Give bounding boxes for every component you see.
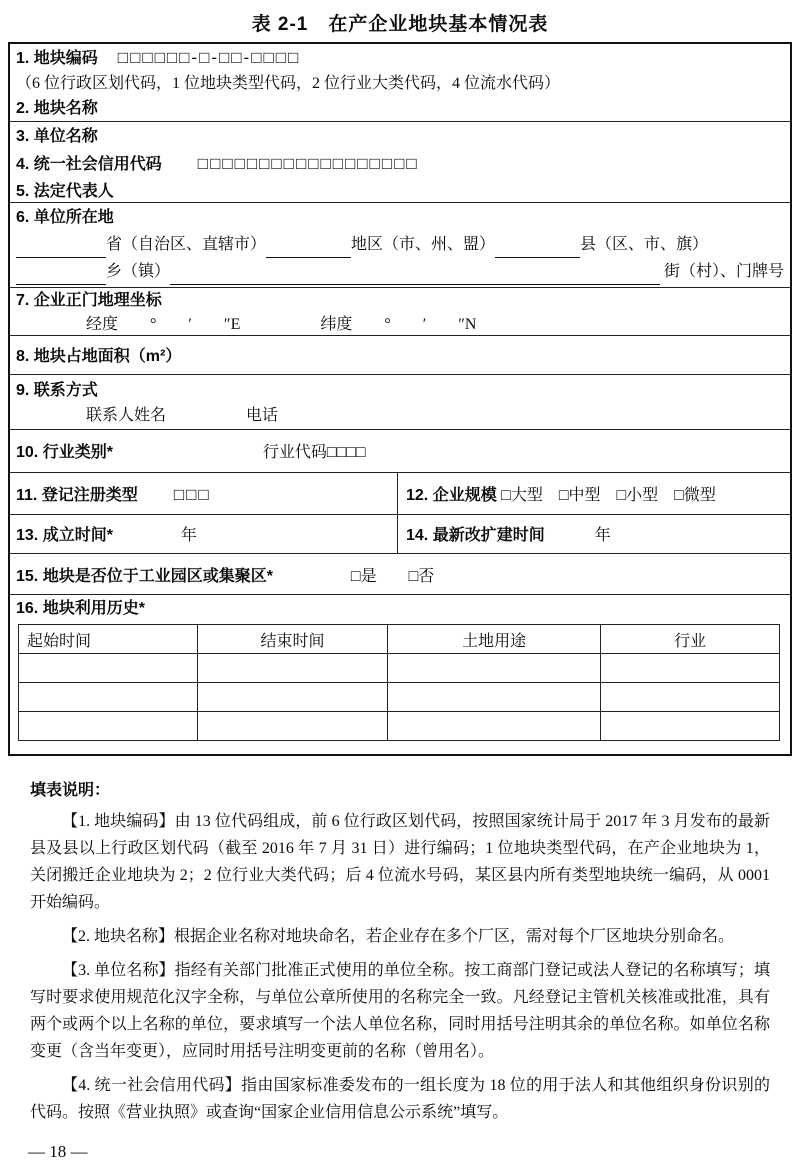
unit-location-label: 6. 单位所在地 [16,209,114,226]
fill-instructions-heading: 填表说明： [30,782,111,799]
row-geo-coordinates [10,287,790,335]
county-label: 县（区、市、旗） [580,236,709,253]
row-parcel-area [10,335,790,374]
history-empty-row [19,683,780,712]
history-empty-cell [601,654,780,683]
land-use-history-label: 16. 地块利用历史* [16,600,145,617]
town-label: 乡（镇） [106,263,171,280]
history-empty-cell [388,654,601,683]
legal-rep-label: 5. 法定代表人 [16,183,114,200]
history-empty-cell [388,683,601,712]
town-blank [16,264,106,285]
form-table [8,42,792,756]
rebuild-time-unit: 年 [594,527,611,544]
industrial-park-label: 15. 地块是否位于工业园区或集聚区* [16,568,273,585]
row-unit-location [10,202,790,287]
establish-time-unit: 年 [180,527,197,544]
row-establish-rebuild [10,514,790,553]
note-credit-code: 【4. 统一社会信用代码】指由国家标准委发布的一组长度为 18 位的用于法人和其他组织身份识别的代码。按照《营业执照》或查询“国家企业信用信息公示系统”填写。 [30,1077,770,1121]
enterprise-scale-label: 12. 企业规模 [406,487,497,504]
industrial-park-options: □是 □否 [350,568,435,585]
row-registration-scale [10,472,790,514]
parcel-area-label: 8. 地块占地面积（m²） [16,348,182,365]
credit-code-boxes: □□□□□□□□□□□□□□□□□□ [197,154,419,173]
page-title: 表 2-1 在产企业地块基本情况表 [251,14,549,35]
history-empty-cell [388,712,601,741]
contact-fields: 联系人姓名 电话 [86,407,279,424]
street-blank [170,264,660,285]
note-parcel-name: 【2. 地块名称】根据企业名称对地块命名，若企业存在多个厂区，需对每个厂区地块分别命名。 [62,928,735,945]
fill-instructions [30,781,770,1126]
history-header-industry: 行业 [601,625,780,654]
note-unit-name: 【3. 单位名称】指经有关部门批准正式使用的单位全称。按工商部门登记或法人登记的名称填写；填写时要求使用规范化汉字全称，与单位公章所使用的名称完全一致。凡经登记主管机关核准或批准，具有两个或两个以上名称的单位，要求填写一个法人单位名称，同时用括号注明其余的单位名称。如单位名称变更（含当年变更），应同时用括号注明变更前的名称（曾用名）。 [30,962,770,1060]
enterprise-scale-cell [398,473,790,514]
parcel-code-note: （6 位行政区划代码，1 位地块类型代码，2 位行业大类代码，4 位流水代码） [16,75,561,92]
registration-type-cell [10,473,398,514]
history-empty-row [19,712,780,741]
history-header-land-use: 土地用途 [388,625,601,654]
industry-code-boxes: 行业代码□□□□ [262,444,366,461]
row-industry-category [10,429,790,472]
registration-type-boxes: □□□ [173,485,211,504]
history-empty-cell [197,654,387,683]
province-label: 省（自治区、直辖市） [106,236,267,253]
registration-type-label: 11. 登记注册类型 [16,487,138,504]
history-empty-cell [19,654,198,683]
row-industrial-park [10,553,790,594]
history-empty-cell [601,712,780,741]
row-unit-info [10,121,790,202]
row-parcel-code [10,44,790,121]
row-contact [10,374,790,429]
row-land-use-history [10,594,790,754]
geo-coordinates-fields: 经度 ° ′ ″E 纬度 ° ′ ″N [86,316,477,333]
region-label: 地区（市、州、盟） [351,236,496,253]
history-header-end-time: 结束时间 [197,625,387,654]
province-blank [16,237,106,258]
rebuild-time-label: 14. 最新改扩建时间 [406,527,545,544]
industry-category-label: 10. 行业类别* [16,444,113,461]
history-header-row [19,625,780,654]
history-empty-cell [197,712,387,741]
parcel-code-label: 1. 地块编码 [16,50,98,67]
contact-label: 9. 联系方式 [16,382,98,399]
history-empty-cell [601,683,780,712]
establish-time-label: 13. 成立时间* [16,527,113,544]
geo-coordinates-label: 7. 企业正门地理坐标 [16,292,162,309]
credit-code-label: 4. 统一社会信用代码 [16,156,162,173]
region-blank [266,237,351,258]
establish-time-cell [10,515,398,553]
county-blank [495,237,580,258]
page-number: — 18 — [28,1142,88,1161]
history-empty-row [19,654,780,683]
note-parcel-code: 【1. 地块编码】由 13 位代码组成，前 6 位行政区划代码，按照国家统计局于 2017 年 3 月发布的最新县及县以上行政区划代码（截至 2016 年 7 月 31 日）进行编码；1 位地块类型代码，在产企业地块为 1，关闭搬迁企业地块为 2；2 位行业大类代码；后 4 位流水号码，某区县内所有类型地块统一编码，从 0001 开始编码。 [30,813,770,911]
parcel-code-boxes: □□□□□□-□-□□-□□□□ [117,48,301,67]
unit-name-label: 3. 单位名称 [16,128,98,145]
rebuild-time-cell [398,515,790,553]
history-empty-cell [19,683,198,712]
land-use-history-table [18,624,780,741]
parcel-name-label: 2. 地块名称 [16,100,98,117]
history-empty-cell [19,712,198,741]
history-header-start-time: 起始时间 [19,625,198,654]
history-empty-cell [197,683,387,712]
street-label: 街（村）、门牌号 [663,263,784,280]
enterprise-scale-options: □大型 □中型 □小型 □微型 [501,487,716,504]
